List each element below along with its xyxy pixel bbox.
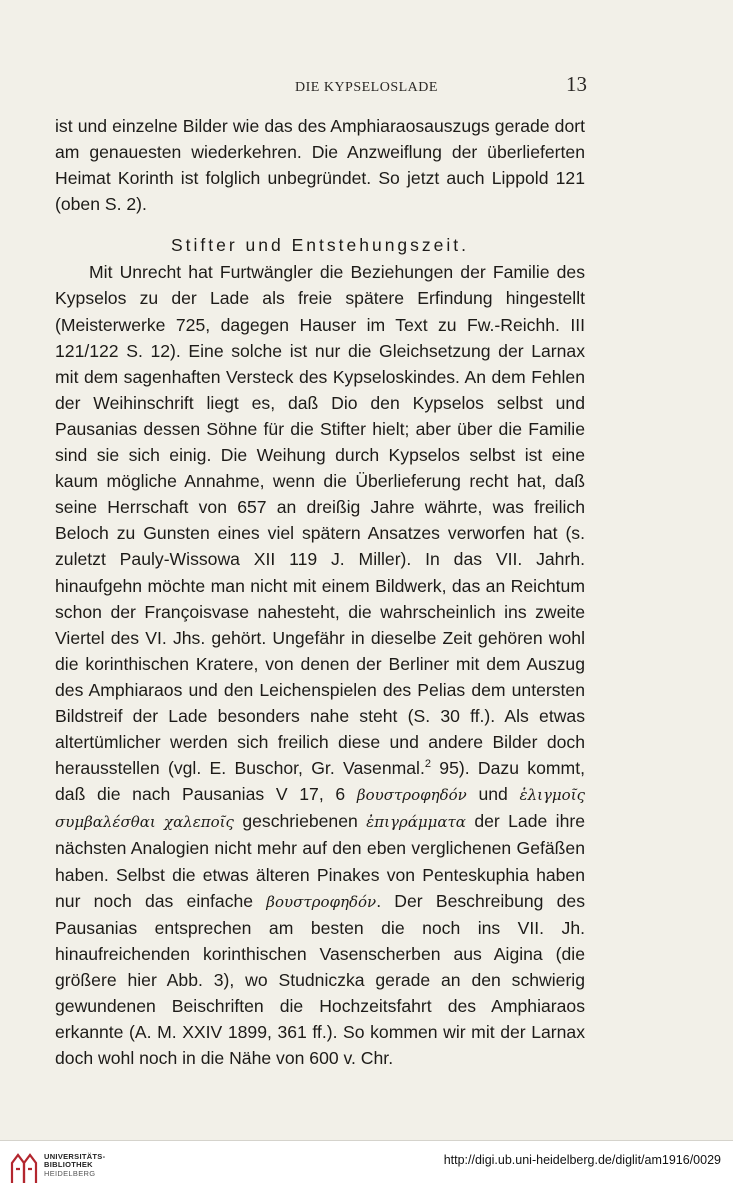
library-name-line-2: BIBLIOTHEK bbox=[44, 1160, 93, 1170]
library-logo-icon bbox=[8, 1149, 40, 1185]
library-name bbox=[44, 1153, 105, 1178]
text-block bbox=[55, 113, 585, 1071]
greek-phrase-heligmois: ἑλιγμοῖς συμβαλέσθαι χαλεποῖς bbox=[55, 786, 585, 832]
greek-word-boustrophedon-2: βουστροφηδόν bbox=[266, 892, 377, 911]
body-text-part-4: . Der Beschreibung des Pausanias entsprechen am besten die noch ins VII. Jh. hinaufreichenden korinthischen Vasenscherben aus Aigina (die größere hier Abb. 3), wo Studniczka gerade an den schwierig gewundenen Beischriften die Hochzeitsfahrt des Amphiaraos erkannte (A. M. XXIV 1899, 361 ff.). So kommen wir mit der Larnax doch wohl noch in die Nähe von 600 v. Chr. bbox=[55, 890, 585, 1069]
body-text-part-3: der Lade ihre nächsten Analogien nicht mehr auf den eben verglichenen Gefäßen haben. Selbst die etwas älteren Pinakes von Penteskuphia haben nur noch das einfache bbox=[55, 811, 585, 911]
body-text-und: und bbox=[466, 784, 520, 805]
running-head: DIE KYPSELOSLADE bbox=[295, 80, 438, 95]
permalink-url[interactable]: http://digi.ub.uni-heidelberg.de/diglit/am1916/0029 bbox=[443, 1153, 721, 1167]
viewer-footer bbox=[0, 1140, 733, 1193]
library-name-line-3: HEIDELBERG bbox=[44, 1168, 96, 1178]
page-number: 13 bbox=[566, 72, 587, 96]
body-text-part-1: Mit Unrecht hat Furtwängler die Beziehungen der Familie des Kypselos zu der Lade als freie spätere Erfindung hingestellt (Meisterwerke 725, dagegen Hauser im Text zu Fw.-Reichh. III 121/122 S. 12). Eine solche ist nur die Gleichsetzung der Larnax mit dem sagenhaften Versteck des Kypseloskindes. An dem Fehlen der Weihinschrift liegt es, daß Dio den Kypselos selbst und Pausanias dessen Söhne für die Stifter hielt; aber über die Familie sind sie sich einig. Die Weihung durch Kypselos selbst ist eine kaum mögliche Annahme, wenn die Überlieferung recht hat, daß seine Herrschaft von 657 an dreißig Jahre währte, was freilich Beloch zu Gunsten eines viel spätern Ansatzes verworfen hat (s. zuletzt Pauly-Wissowa XII 119 J. Miller). In das VII. Jahrh. hinaufgehn möchte man nicht mit einem Bildwerk, das an Reichtum schon der Françoisvase nahesteht, die wahrscheinlich ins zweite Viertel des VI. Jhs. gehört. Ungefähr in dieselbe Zeit gehören wohl die korinthischen Kratere, von denen der Berliner mit dem Auszug des Amphiaraos und den Leichenspielen des Pelias dem untersten Bildstreif der Lade besonders nahe steht (S. 30 ff.). Als etwas altertümlicher werden sich freilich diese und andere Bilder doch herausstellen (vgl. E. Buschor, Gr. Vasenmal. bbox=[55, 262, 585, 779]
greek-word-boustrophedon: βουστροφηδόν bbox=[356, 786, 467, 805]
library-name-line-1: UNIVERSITÄTS- bbox=[44, 1152, 106, 1161]
section-heading: Stifter und Entstehungszeit. bbox=[170, 235, 470, 256]
body-paragraph bbox=[55, 259, 585, 1071]
greek-word-epigrammata: ἐπιγράμματα bbox=[366, 813, 466, 832]
edition-superscript: 2 bbox=[424, 758, 431, 771]
intro-paragraph: ist und einzelne Bilder wie das des Amphiaraosauszugs gerade dort am genauesten wiederkehren. Die Anzweiflung der überlieferten Heimat Korinth ist folglich unbegründet. So jetzt auch Lippold 121 (oben S. 2). bbox=[55, 116, 585, 215]
body-text-geschrieben: geschriebenen bbox=[233, 811, 367, 832]
body-text-part-2: 95). Dazu kommt, daß die nach Pausanias V 17, 6 bbox=[55, 758, 585, 805]
